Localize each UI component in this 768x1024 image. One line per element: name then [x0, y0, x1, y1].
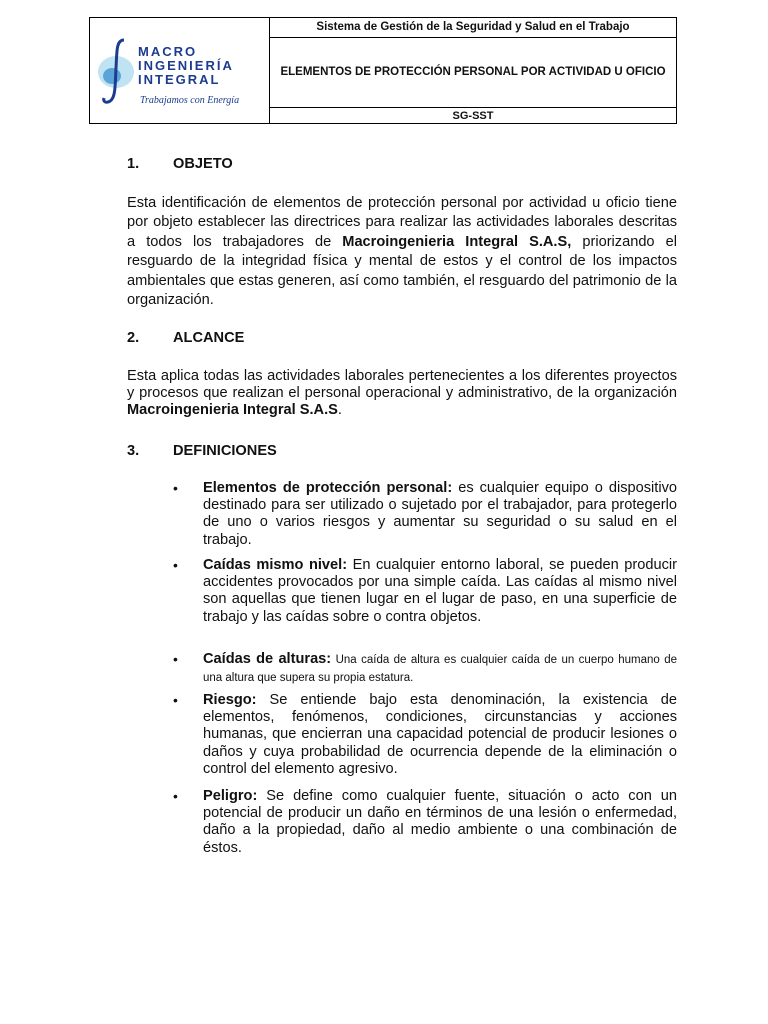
definition-text: Se define como cualquier fuente, situación o acto con un potencial de producir un daño en términos de una lesión o enfermedad, daño a la propiedad, daño al medio ambiente o una combinación de éstos.	[203, 788, 677, 856]
paragraph-text: Esta aplica todas las actividades laborales pertenecientes a los diferentes proyectos y procesos que realizan el personal operacional y administrativo, de la organización	[127, 368, 677, 401]
bullet-icon: •	[173, 480, 178, 496]
logo-line-2: INGENIERÍA	[138, 58, 234, 73]
paragraph-text: Esta identificación de elementos de protección personal por actividad u oficio tiene por objeto establecer las directrices para realizar las actividades laborales descritas a todos los trabajadores de	[127, 195, 677, 250]
definition-text: es cualquier equipo o dispositivo destinado para ser utilizado o sujetado por el trabajador, para protegerlo de uno o varios riesgos y aumentar su seguridad o su salud en el trabajo.	[203, 480, 677, 548]
logo-line-1: MACRO	[138, 44, 198, 59]
section-heading-definiciones	[127, 442, 277, 461]
list-item	[175, 651, 677, 687]
definition-term: Caídas de alturas:	[203, 651, 332, 667]
system-name: Sistema de Gestión de la Seguridad y Salud en el Trabajo	[270, 18, 676, 38]
header-info	[270, 18, 676, 123]
section-number: 1.	[127, 156, 140, 172]
list-item	[175, 788, 677, 857]
document-code: SG-SST	[452, 109, 494, 122]
bullet-icon: •	[173, 557, 178, 573]
document-title: ELEMENTOS DE PROTECCIÓN PERSONAL POR ACTIVIDAD U OFICIO	[270, 38, 676, 108]
bullet-icon: •	[173, 651, 178, 667]
definition-term: Riesgo:	[203, 692, 257, 708]
section-number: 2.	[127, 330, 140, 346]
definition-term: Caídas mismo nivel:	[203, 557, 348, 573]
paragraph-text: priorizando el resguardo de la integridad física y mental de estos y el control de los impactos ambientales que estas generen, así como también, el resguardo del patrimonio de la organización.	[127, 233, 677, 309]
list-item	[175, 557, 677, 626]
bullet-icon: •	[173, 788, 178, 804]
macro-ingenieria-logo-icon	[94, 38, 144, 108]
definition-text: Se entiende bajo esta denominación, la existencia de elementos, fenómenos, condiciones, circunstancias y acciones humanas, que encierran una capacidad potencial de producir lesiones o daños y cuya probabilidad de ocurrencia depende de la eliminación o control del elemento agresivo.	[203, 692, 677, 777]
definition-text: Una caída de altura es cualquier caída de un cuerpo humano de una altura que supera su propia estatura.	[203, 654, 678, 684]
company-name: Macroingenieria Integral S.A.S,	[342, 233, 572, 250]
definition-term: Peligro:	[203, 788, 258, 804]
logo-tagline: Trabajamos con Energía	[140, 95, 240, 106]
list-item	[175, 692, 677, 778]
bullet-icon: •	[173, 692, 178, 708]
logo-wordmark	[138, 45, 234, 87]
alcance-paragraph	[127, 368, 677, 419]
definition-term: Elementos de protección personal:	[203, 480, 453, 496]
section-number: 3.	[127, 443, 140, 459]
document-header	[89, 17, 677, 124]
company-name: Macroingenieria Integral S.A.S	[127, 402, 338, 418]
logo-line-3: INTEGRAL	[138, 72, 221, 87]
paragraph-text: .	[337, 402, 342, 418]
section-heading-alcance	[127, 329, 244, 348]
list-item	[175, 480, 677, 549]
section-heading-objeto	[127, 155, 233, 174]
section-title: DEFINICIONES	[173, 443, 277, 459]
section-title: OBJETO	[173, 156, 233, 172]
section-title: ALCANCE	[173, 330, 245, 346]
definition-text: En cualquier entorno laboral, se pueden producir accidentes provocados por una simple caída. Las caídas al mismo nivel son aquellas que tienen lugar en el lugar de paso, en una superficie de trabajo y las caídas sobre o contra objetos.	[203, 557, 677, 625]
logo-cell	[90, 18, 270, 123]
objeto-paragraph	[127, 194, 677, 310]
